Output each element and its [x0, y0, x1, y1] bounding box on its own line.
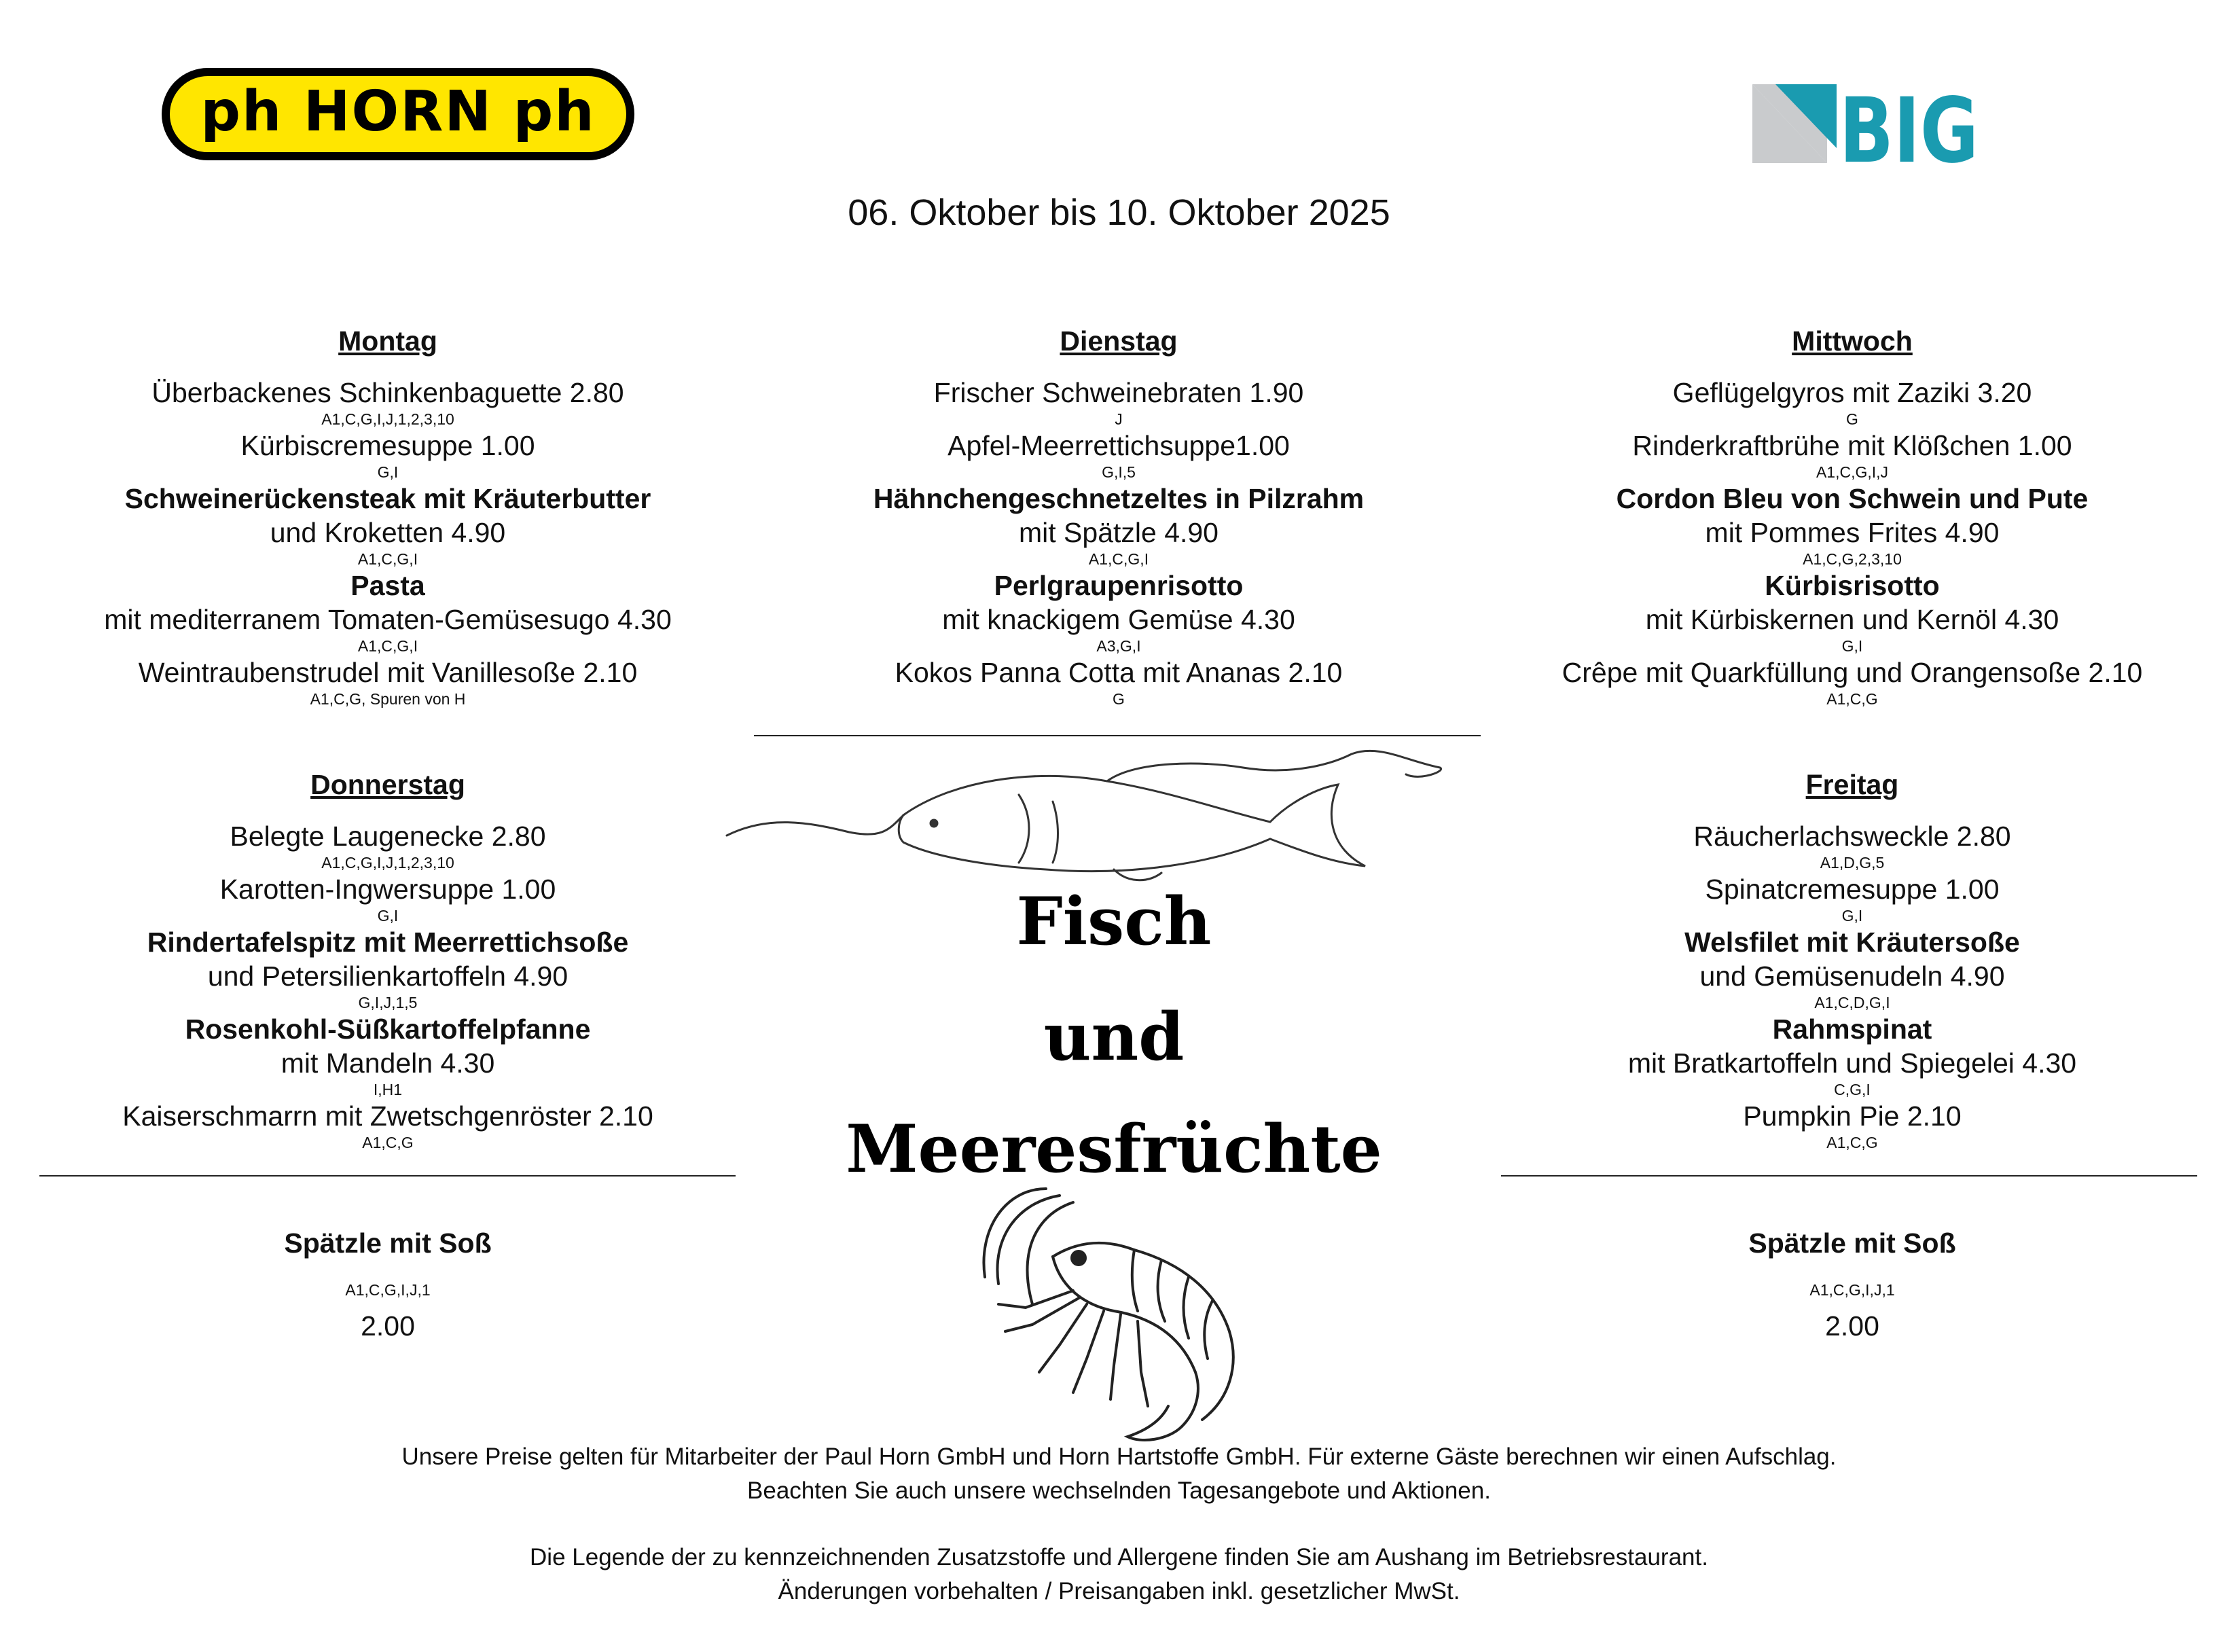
menu-item	[14, 376, 761, 429]
menu-item	[14, 656, 761, 708]
menu-item-allergens: A1,C,G	[1826, 690, 1878, 708]
footer-line-3: Die Legende der zu kennzeichnenden Zusatzstoffe und Allergene finden Sie am Aushang im Betriebsrestaurant.	[530, 1544, 1708, 1570]
divider-center	[754, 735, 1481, 736]
menu-item-name: Schweinerückensteak mit Kräuterbutter	[124, 483, 651, 514]
menu-item-allergens: C,G,I	[1834, 1081, 1871, 1098]
day-wednesday	[1479, 324, 2226, 708]
menu-item-description: und Gemüsenudeln 4.90	[1699, 960, 2005, 992]
horn-logo-text: ph HORN ph	[200, 79, 596, 144]
menu-item-name: Geflügelgyros mit Zaziki 3.20	[1672, 377, 2032, 408]
menu-item-name: Rinderkraftbrühe mit Klößchen 1.00	[1632, 430, 2072, 461]
day-friday	[1479, 768, 2226, 1152]
menu-item-description: mit Mandeln 4.30	[281, 1047, 495, 1079]
theme-line-3: Meeresfrüchte	[846, 1111, 1382, 1187]
menu-item-description: mit mediterranem Tomaten-Gemüsesugo 4.30	[104, 604, 672, 635]
menu-item-allergens: G,I	[1841, 907, 1863, 924]
extra-left-price: 2.00	[361, 1310, 415, 1342]
menu-item-name: Hähnchengeschnetzeltes in Pilzrahm	[873, 483, 1365, 514]
day-title: Donnerstag	[310, 769, 465, 800]
menu-item-name: Kürbisrisotto	[1765, 570, 1940, 601]
menu-item-allergens: A1,C,G,I,J	[1816, 463, 1889, 481]
menu-item-allergens: G,I	[1841, 637, 1863, 655]
menu-item-allergens: J	[1115, 410, 1123, 428]
menu-item-allergens: G,I,J,1,5	[358, 994, 418, 1011]
menu-item	[14, 1099, 761, 1152]
menu-item-allergens: G	[1113, 690, 1125, 708]
menu-item-name: Kaiserschmarrn mit Zwetschgenröster 2.10	[122, 1100, 653, 1132]
menu-item-name: Kürbiscremesuppe 1.00	[240, 430, 535, 461]
menu-item-name: Spinatcremesuppe 1.00	[1705, 874, 2000, 905]
menu-item-name: Crêpe mit Quarkfüllung und Orangensoße 2.10	[1562, 657, 2143, 688]
menu-item-allergens: A1,C,D,G,I	[1814, 994, 1890, 1011]
menu-item-description: und Kroketten 4.90	[270, 517, 506, 548]
menu-item-description: mit knackigem Gemüse 4.30	[942, 604, 1295, 635]
footer-line-1: Unsere Preise gelten für Mitarbeiter der Paul Horn GmbH und Horn Hartstoffe GmbH. Für externe Gäste berechnen wir einen Aufschlag.	[401, 1443, 1837, 1470]
menu-item	[14, 569, 761, 656]
menu-item	[1479, 872, 2226, 925]
shrimp-illustration	[978, 1175, 1263, 1447]
theme-line-2: und	[1043, 999, 1185, 1075]
menu-item-allergens: G	[1846, 410, 1858, 428]
extra-left	[14, 1226, 761, 1343]
big-logo	[1752, 79, 1983, 183]
extra-right-title: Spätzle mit Soß	[1748, 1227, 1956, 1259]
menu-item-allergens: G,I,5	[1102, 463, 1136, 481]
extra-right-price: 2.00	[1825, 1310, 1879, 1342]
menu-item-allergens: A1,C,G	[362, 1134, 414, 1151]
menu-item-name: Kokos Panna Cotta mit Ananas 2.10	[895, 657, 1343, 688]
divider-right	[1501, 1175, 2197, 1177]
menu-item-name: Pasta	[350, 570, 425, 601]
footer	[0, 1440, 2238, 1609]
menu-item-name: Cordon Bleu von Schwein und Pute	[1616, 483, 2089, 514]
day-monday	[14, 324, 761, 708]
menu-item-allergens: A1,C,G, Spuren von H	[310, 690, 466, 708]
menu-item-name: Belegte Laugenecke 2.80	[230, 821, 546, 852]
menu-item	[1479, 376, 2226, 429]
menu-item-name: Perlgraupenrisotto	[994, 570, 1244, 601]
menu-item-allergens: A1,C,G,2,3,10	[1803, 550, 1902, 568]
menu-item	[1479, 482, 2226, 569]
footer-line-2: Beachten Sie auch unsere wechselnden Tagesangebote und Aktionen.	[747, 1477, 1491, 1504]
menu-item-description: mit Kürbiskernen und Kernöl 4.30	[1645, 604, 2059, 635]
menu-item-description: mit Pommes Frites 4.90	[1705, 517, 2000, 548]
footer-line-4: Änderungen vorbehalten / Preisangaben inkl. gesetzlicher MwSt.	[778, 1578, 1460, 1604]
menu-item	[14, 429, 761, 482]
day-title: Mittwoch	[1792, 325, 1913, 357]
day-title: Freitag	[1805, 769, 1899, 800]
menu-item-name: Rahmspinat	[1772, 1013, 1932, 1045]
day-thursday	[14, 768, 761, 1152]
menu-item-description: mit Bratkartoffeln und Spiegelei 4.30	[1627, 1047, 2077, 1079]
menu-item	[1479, 569, 2226, 656]
menu-item	[14, 819, 761, 872]
menu-item	[745, 656, 1492, 708]
menu-item-allergens: A1,C,G,I,J,1,2,3,10	[321, 854, 454, 872]
menu-item-name: Weintraubenstrudel mit Vanillesoße 2.10	[138, 657, 638, 688]
menu-item-allergens: A1,C,G,I,J,1,2,3,10	[321, 410, 454, 428]
extra-right	[1479, 1226, 2226, 1343]
menu-item	[1479, 429, 2226, 482]
date-range: 06. Oktober bis 10. Oktober 2025	[848, 192, 1390, 233]
menu-item-name: Rindertafelspitz mit Meerrettichsoße	[147, 927, 629, 958]
day-title: Montag	[338, 325, 437, 357]
horn-logo	[162, 67, 634, 162]
menu-item-allergens: G,I	[377, 907, 399, 924]
menu-item-name: Pumpkin Pie 2.10	[1743, 1100, 1962, 1132]
menu-item-name: Welsfilet mit Kräutersoße	[1684, 927, 2020, 958]
menu-item	[1479, 656, 2226, 708]
menu-item	[14, 925, 761, 1012]
menu-item	[14, 872, 761, 925]
menu-item-allergens: A1,C,G,I	[357, 637, 418, 655]
extra-left-title: Spätzle mit Soß	[284, 1227, 492, 1259]
theme-line-1: Fisch	[1016, 883, 1212, 960]
menu-item-name: Rosenkohl-Süßkartoffelpfanne	[185, 1013, 591, 1045]
menu-item	[745, 429, 1492, 482]
menu-item-allergens: I,H1	[373, 1081, 403, 1098]
menu-item-name: Karotten-Ingwersuppe 1.00	[219, 874, 556, 905]
menu-item	[1479, 1099, 2226, 1152]
divider-left	[39, 1175, 736, 1177]
menu-item	[1479, 925, 2226, 1012]
menu-item	[745, 482, 1492, 569]
menu-item-name: Überbackenes Schinkenbaguette 2.80	[151, 377, 624, 408]
menu-item-allergens: A1,C,G	[1826, 1134, 1878, 1151]
menu-item	[1479, 819, 2226, 872]
menu-item-allergens: A3,G,I	[1096, 637, 1141, 655]
day-tuesday	[745, 324, 1492, 708]
menu-item	[745, 569, 1492, 656]
menu-item-allergens: G,I	[377, 463, 399, 481]
menu-item-description: mit Spätzle 4.90	[1019, 517, 1219, 548]
menu-item	[14, 1012, 761, 1099]
menu-item	[14, 482, 761, 569]
menu-item	[745, 376, 1492, 429]
menu-item-allergens: A1,C,G,I	[1088, 550, 1149, 568]
menu-item-name: Apfel-Meerrettichsuppe1.00	[947, 430, 1290, 461]
menu-item-name: Räucherlachsweckle 2.80	[1693, 821, 2011, 852]
extra-right-allergen: A1,C,G,I,J,1	[1809, 1281, 1895, 1299]
extra-left-allergen: A1,C,G,I,J,1	[345, 1281, 431, 1299]
big-logo-text: BIG	[1839, 79, 1979, 183]
menu-item-allergens: A1,C,G,I	[357, 550, 418, 568]
menu-item-description: und Petersilienkartoffeln 4.90	[207, 960, 568, 992]
menu-item-allergens: A1,D,G,5	[1820, 854, 1885, 872]
menu-item	[1479, 1012, 2226, 1099]
day-title: Dienstag	[1060, 325, 1178, 357]
fish-illustration	[727, 747, 1460, 883]
menu-item-name: Frischer Schweinebraten 1.90	[933, 377, 1304, 408]
